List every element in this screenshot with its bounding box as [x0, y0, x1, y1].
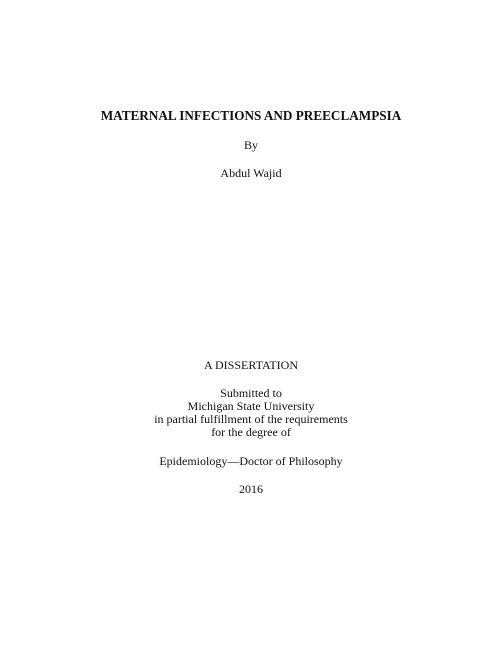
degree-name: Epidemiology—Doctor of Philosophy: [159, 454, 343, 468]
year: 2016: [239, 482, 263, 496]
submission-line-4: for the degree of: [211, 425, 291, 439]
submission-line-1: Submitted to: [220, 386, 282, 400]
document-type: A DISSERTATION: [204, 358, 298, 372]
submission-line-2: Michigan State University: [187, 399, 315, 413]
author-name: Abdul Wajid: [220, 166, 282, 180]
submission-line-3: in partial fulfillment of the requirements: [154, 412, 348, 426]
dissertation-title: MATERNAL INFECTIONS AND PREECLAMPSIA: [100, 108, 402, 123]
by-label: By: [243, 138, 258, 152]
